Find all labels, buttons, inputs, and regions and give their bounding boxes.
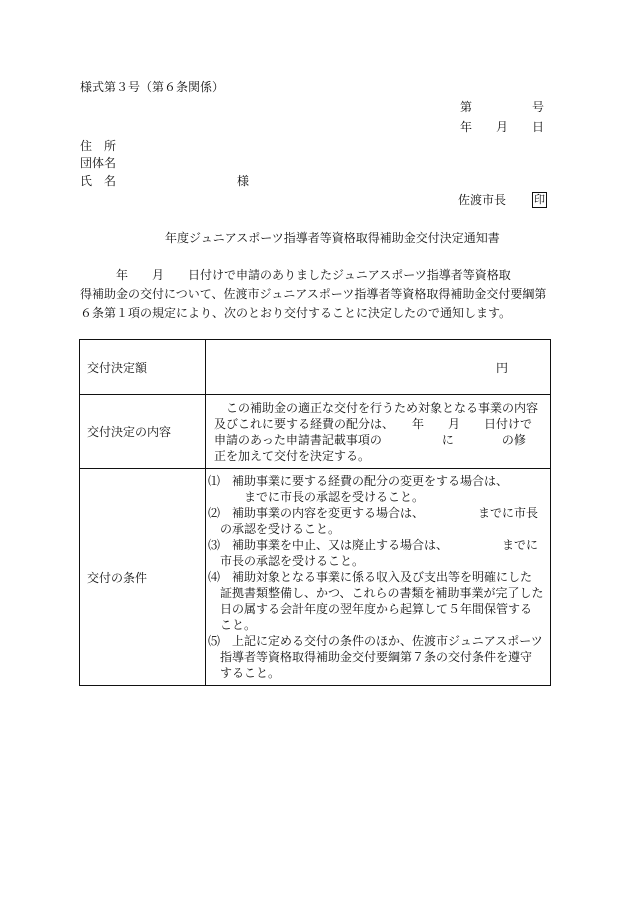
condition-line: の承認を受けること。 xyxy=(208,522,341,536)
condition-line: ⑴ 補助事業に要する経費の配分の変更をする場合は、 xyxy=(208,474,509,488)
condition-line: 証拠書類整備し、かつ、これらの書類を補助事業が完了した xyxy=(208,586,544,600)
document-title: 年度ジュニアスポーツ指導者等資格取得補助金交付決定通知書 xyxy=(165,231,500,245)
content-line: 申請のあった申請書記載事項の に の修 xyxy=(214,432,526,447)
condition-line: すること。 xyxy=(208,666,281,680)
condition-line: ⑵ 補助事業の内容を変更する場合は、 までに市長 xyxy=(208,506,539,520)
amount-unit: 円 xyxy=(496,360,509,375)
condition-line: 日の属する会計年度の翌年度から起算して５年間保管する xyxy=(208,602,533,616)
form-number: 様式第３号（第６条関係） xyxy=(80,80,225,94)
conditions-value xyxy=(206,469,551,686)
conditions-label: 交付の条件 xyxy=(80,469,206,686)
content-row xyxy=(80,395,551,469)
condition-line: 市長の承認を受けること。 xyxy=(208,554,365,568)
condition-line: ⑷ 補助対象となる事業に係る収入及び支出等を明確にした xyxy=(208,570,533,584)
content-line: この補助金の適正な交付を行うため対象となる事業の内容 xyxy=(214,400,539,415)
content-value xyxy=(206,395,551,469)
condition-line: までに市長の承認を受けること。 xyxy=(208,490,425,504)
official-seal: 印 xyxy=(534,193,545,206)
amount-row xyxy=(80,340,551,395)
group-name-label: 団体名 xyxy=(80,156,117,170)
condition-line: 指導者等資格取得補助金交付要綱第７条の交付条件を遵守 xyxy=(208,650,533,664)
honorific: 様 xyxy=(237,174,250,188)
content-line: 及びこれに要する経費の配分は、 年 月 日付けで xyxy=(214,416,533,431)
condition-line: こと。 xyxy=(208,618,257,632)
sender-title: 佐渡市長 xyxy=(458,193,507,207)
document-number: 第 号 xyxy=(460,100,545,114)
body-line: ６条第１項の規定により、次のとおり交付することに決定したので通知します。 xyxy=(80,306,512,320)
amount-value xyxy=(206,340,551,395)
content-label: 交付決定の内容 xyxy=(80,395,206,469)
conditions-row xyxy=(80,469,551,686)
body-line: 得補助金の交付について、佐渡市ジュニアスポーツ指導者等資格取得補助金交付要綱第 xyxy=(80,287,547,301)
grant-details-table xyxy=(79,339,551,686)
condition-line: ⑶ 補助事業を中止、又は廃止する場合は、 までに xyxy=(208,538,539,552)
amount-label: 交付決定額 xyxy=(80,340,206,395)
document-date: 年 月 日 xyxy=(460,120,545,134)
body-line: 年 月 日付けで申請のありましたジュニアスポーツ指導者等資格取 xyxy=(80,268,511,282)
address-label: 住 所 xyxy=(80,139,117,153)
content-line: 正を加えて交付を決定する。 xyxy=(214,448,371,463)
notice-body xyxy=(80,266,550,323)
condition-line: ⑸ 上記に定める交付の条件のほか、佐渡市ジュニアスポーツ xyxy=(208,634,543,648)
recipient-name-label: 氏 名 xyxy=(80,174,117,188)
